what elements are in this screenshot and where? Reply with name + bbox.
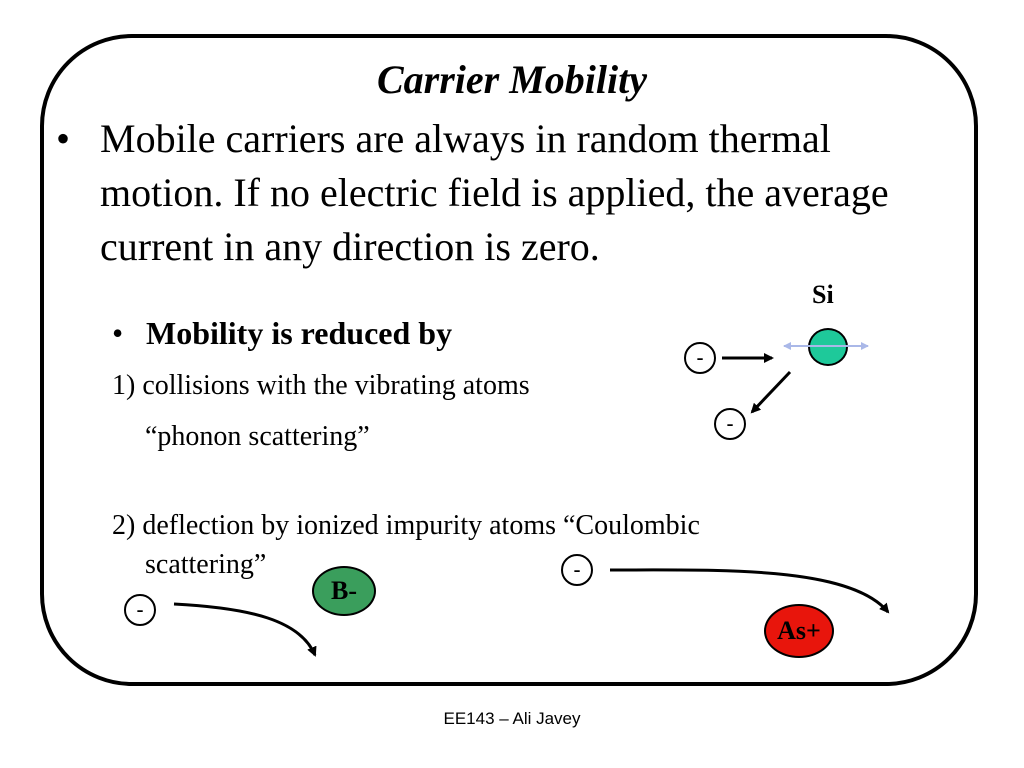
sub-bullet — [112, 310, 452, 356]
footer: EE143 – Ali Javey — [443, 709, 581, 728]
main-bullet-text: Mobile carriers are always in random thermal motion. If no electric field is applied, the average current in any direction is zero. — [100, 116, 889, 269]
phonon-collision-line: 1) collisions with the vibrating atoms — [112, 370, 530, 401]
boron-acceptor-ion: B- — [312, 566, 376, 616]
phonon-scattering-line: “phonon scattering” — [145, 421, 370, 452]
bullet-marker: • — [56, 116, 71, 161]
coulombic-scattering-line: scattering” — [145, 549, 267, 580]
impurity-deflection-line: 2) deflection by ionized impurity atoms “Coulombic — [112, 510, 700, 541]
arsenic-donor-ion: As+ — [764, 604, 834, 658]
slide-title: Carrier Mobility — [376, 57, 648, 102]
si-label: Si — [812, 280, 834, 309]
bullet-marker: • — [112, 315, 124, 351]
electron-scattered: - — [714, 408, 746, 440]
electron-near-donor: - — [561, 554, 593, 586]
sub-bullet-text: Mobility is reduced by — [146, 315, 453, 351]
si-atom — [808, 328, 848, 366]
electron-near-acceptor: - — [124, 594, 156, 626]
electron-incoming: - — [684, 342, 716, 374]
